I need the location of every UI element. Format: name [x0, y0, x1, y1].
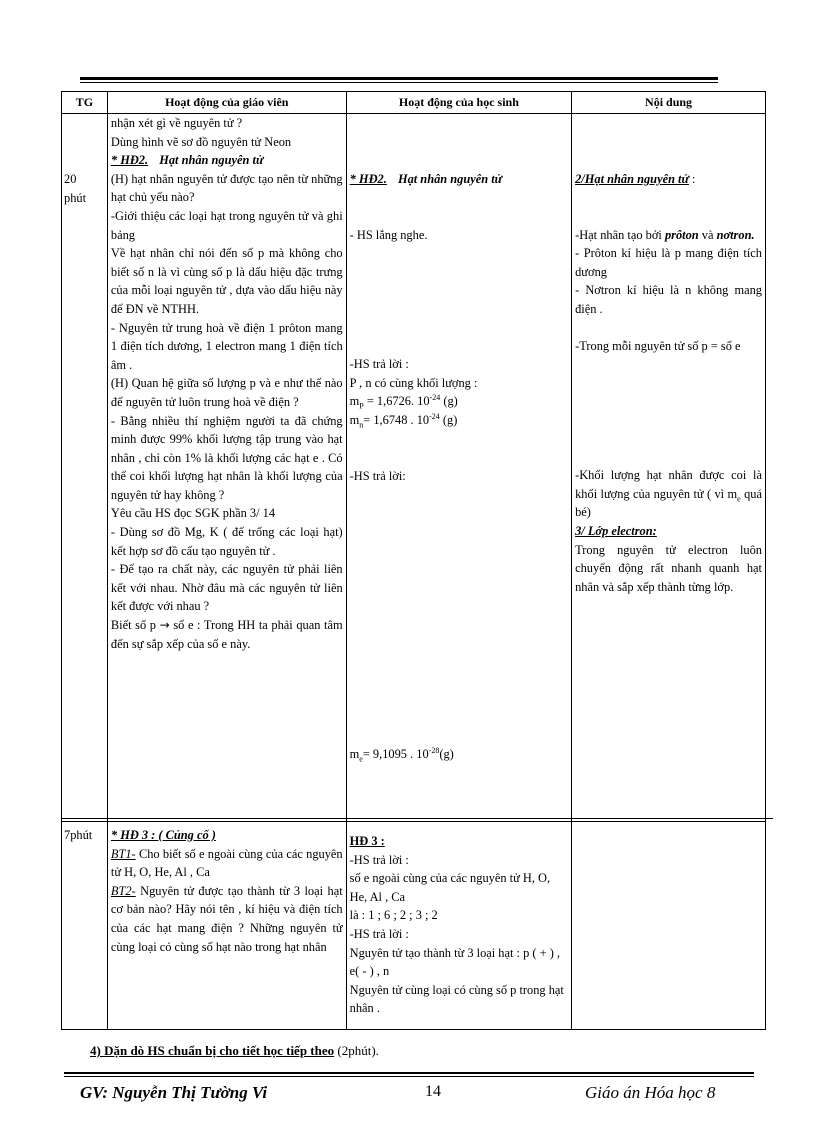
- proton-mass: $m_P = 1,6726$. $10^{-24}$ (g): [349, 393, 458, 411]
- time-cell: [62, 114, 108, 822]
- document-title: Giáo án Hóa học 8: [585, 1083, 716, 1102]
- content-line: Trong nguyên tử electron luôn chuyển động rất nhanh quanh hạt nhân và sắp xếp thành từng lớp.: [575, 542, 762, 594]
- content-cell: [572, 822, 766, 1030]
- teacher-activity-cell: [107, 822, 346, 1030]
- content-line: - Nơtron kí hiệu là n không mang điện .: [575, 283, 762, 316]
- neutron-mass: $m_n= 1,6748$ . $10^{-24}$ (g): [349, 411, 458, 430]
- student-line: -HS trả lời :: [349, 357, 409, 372]
- teacher-line: (H) Quan hệ giữa số lượng p và e như thế nào để nguyên tử luôn trung hoà về điện ?: [110, 376, 343, 409]
- student-line: -HS trả lời :: [349, 926, 409, 941]
- exercise-2: BT2- Nguyên tử được tạo thành từ 3 loại hạt cơ bản nào? Hãy nói tên , kí hiệu và điện tích của các hạt mang điện ? Những nguyên tử cùng loại có cùng số hạt nào trong hạt nhân: [110, 883, 343, 954]
- student-line: - HS lắng nghe.: [349, 227, 428, 242]
- student-line: -HS trả lời:: [349, 468, 406, 483]
- header-rule-thick: [80, 77, 718, 80]
- content-line: - Prôton kí hiệu là p mang điện tích dương: [575, 246, 762, 279]
- homework-note: 4) Dặn dò HS chuẩn bị cho tiết học tiếp theo (2phút).: [90, 1043, 379, 1058]
- student-line: là : 1 ; 6 ; 2 ; 3 ; 2: [349, 908, 438, 923]
- teacher-activity-cell: [107, 114, 346, 822]
- table-header-row: [62, 92, 766, 114]
- student-line: P , n có cùng khối lượng :: [349, 375, 478, 390]
- teacher-line: Dùng hình vẽ sơ đồ nguyên tử Neon: [110, 134, 292, 149]
- student-activity-heading: * HĐ2. Hạt nhân nguyên tử: [349, 172, 503, 186]
- student-line: số e ngoài cùng của các nguyên tử H, O, He, Al , Ca: [349, 871, 551, 904]
- student-activity-heading: HĐ 3 :: [349, 834, 385, 848]
- teacher-line: (H) hạt nhân nguyên tử được tạo nên từ những hạt chủ yếu nào?: [110, 171, 343, 205]
- teacher-line: - Để tạo ra chất này, các nguyên tử phải liên kết với nhau. Nhờ đâu mà các nguyên tử liên kết được với nhau ?: [110, 562, 343, 614]
- table-row: [62, 114, 766, 822]
- content-heading: 2/Hạt nhân nguyên tử :: [575, 172, 696, 186]
- teacher-line: Biết số p → số e : Trong HH ta phải quan tâm đến sự sắp xếp của số e này.: [110, 618, 343, 651]
- student-line: Nguyên tử tạo thành từ 3 loại hạt : p ( + ) , e( - ) , n: [349, 945, 561, 979]
- right-arrow-icon: →: [159, 618, 170, 633]
- content-line: -Hạt nhân tạo bởi prôton và nơtron.: [575, 227, 755, 242]
- teacher-line: - Bằng nhiều thí nghiệm người ta đã chứng minh được 99% khối lượng tập trung vào hạt nhân , chỉ còn 1% là khối lượng các hạt e . Có thể coi khối lượng hạt nhân là khối lượng của nguyên tử hay không ?: [110, 413, 343, 502]
- student-activity-cell: [346, 822, 571, 1030]
- header-rule-thin: [80, 82, 718, 83]
- content-line: -Khối lượng hạt nhân được coi là khối lượng của nguyên tử ( vì $m_e$ quá bé): [575, 468, 762, 520]
- table-row: [62, 822, 766, 1030]
- exercise-1: BT1- Cho biết số e ngoài cùng của các nguyên tử H, O, He, Al , Ca: [110, 846, 343, 880]
- teacher-line: - Dùng sơ đồ Mg, K ( để trống các loại hạt) kết hợp sơ đồ cấu tạo nguyên tử .: [110, 525, 343, 558]
- time-value: 7phút: [64, 828, 93, 842]
- content-line: -Trong mỗi nguyên tử số p = số e: [575, 338, 741, 353]
- header-tg: TG: [62, 92, 108, 114]
- teacher-line: nhận xét gì về nguyên tử ?: [110, 116, 243, 130]
- content-heading: 3/ Lớp electron:: [575, 523, 657, 538]
- student-line: Nguyên tử cùng loại có cùng số p trong hạt nhân .: [349, 982, 564, 1016]
- content-cell: [572, 114, 766, 822]
- teacher-activity-heading: * HĐ2. Hạt nhân nguyên tử: [110, 153, 264, 168]
- lesson-table: [61, 91, 766, 1030]
- student-line: -HS trả lời :: [349, 852, 409, 867]
- electron-mass: $m_e= 9,1095$ . $10^{-28}(g)$: [349, 746, 454, 764]
- teacher-line: -Giới thiệu các loại hạt trong nguyên tử và ghi bảng: [110, 208, 343, 242]
- teacher-line: Về hạt nhân chỉ nói đến số p mà không cho biết số n là vì cùng số p là dấu hiệu đặc trưng của mỗi loại nguyên tử , dựa vào dấu hiệu này để ĐN về NTHH.: [110, 246, 343, 316]
- page-break-line: [61, 818, 773, 819]
- header-content: Nội dung: [572, 92, 766, 114]
- time-value: 20 phút: [64, 172, 87, 205]
- teacher-activity-heading: * HĐ 3 : ( Củng cố ): [110, 828, 216, 842]
- teacher-line: Yêu cầu HS đọc SGK phần 3/ 14: [110, 506, 276, 521]
- time-cell: [62, 822, 108, 1030]
- footer-rule-thin: [64, 1076, 754, 1077]
- footer-rule-thick: [64, 1072, 754, 1074]
- teacher-line: - Nguyên tử trung hoà về điện 1 prôton mang 1 điện tích dương, 1 electron mang 1 điện tích âm .: [110, 320, 343, 372]
- header-teacher-activity: Hoạt động của giáo viên: [107, 92, 346, 114]
- page-number: 14: [425, 1083, 441, 1100]
- header-student-activity: Hoạt động của học sinh: [346, 92, 571, 114]
- student-activity-cell: [346, 114, 571, 822]
- teacher-name: GV: Nguyễn Thị Tường Vi: [80, 1083, 268, 1102]
